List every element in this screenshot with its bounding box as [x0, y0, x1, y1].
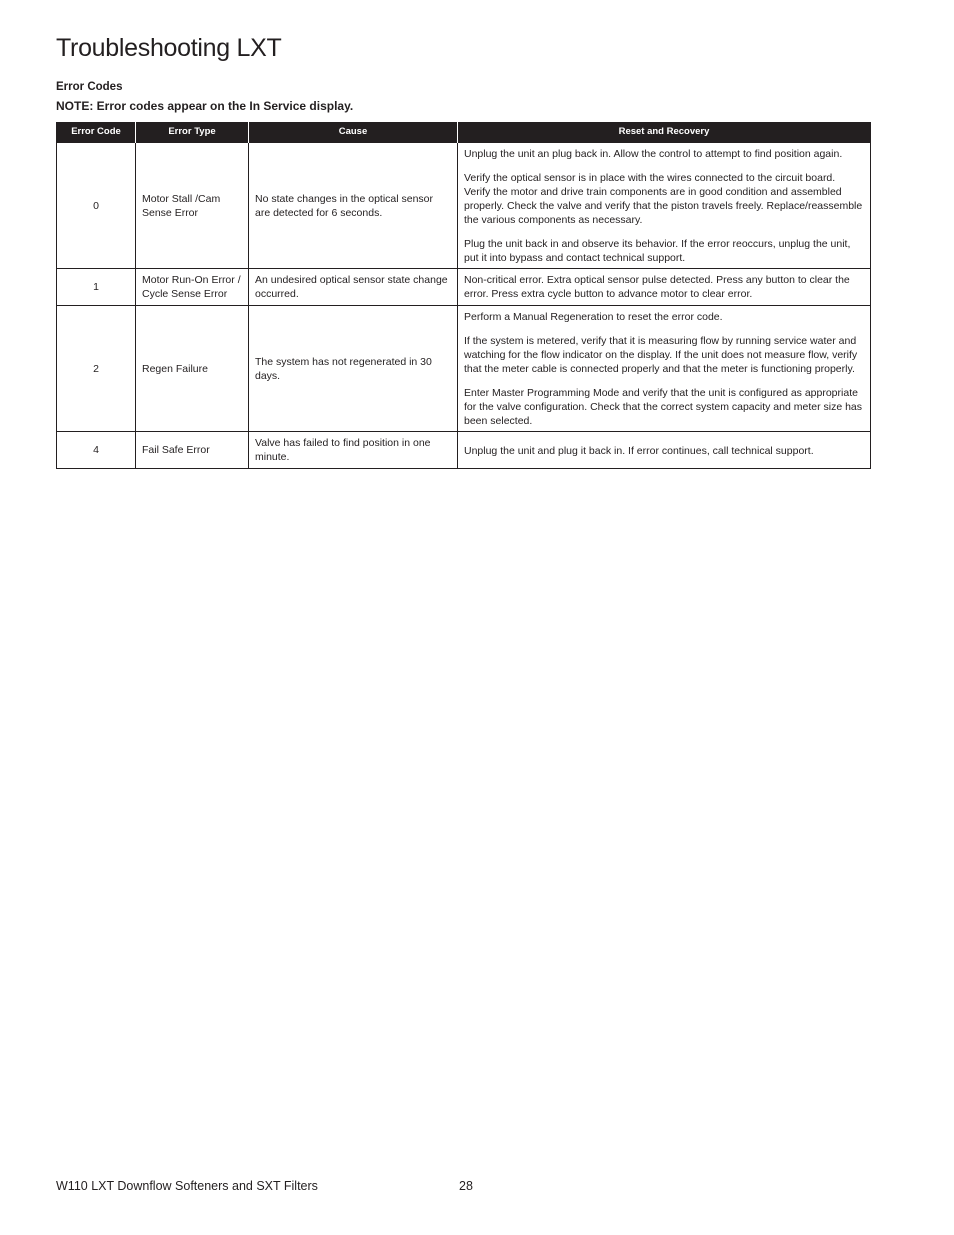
footer-document-title: W110 LXT Downflow Softeners and SXT Filters — [56, 1179, 318, 1193]
table-row — [57, 432, 871, 469]
recovery-cell — [458, 306, 871, 432]
recovery-paragraph: Enter Master Programming Mode and verify that the unit is configured as appropriate for the valve configuration. Check that the correct system capacity and meter size has been selected. — [464, 387, 863, 427]
error-type-cell: Motor Stall /Cam Sense Error — [136, 143, 249, 269]
recovery-paragraph: Unplug the unit and plug it back in. If error continues, call technical support. — [464, 444, 814, 457]
header-error-type: Error Type — [136, 122, 249, 143]
error-codes-note: NOTE: Error codes appear on the In Service display. — [56, 99, 354, 113]
recovery-paragraph: Non-critical error. Extra optical sensor pulse detected. Press any button to clear the error. Press extra cycle button to advance motor to clear error. — [464, 274, 850, 300]
cause-cell: The system has not regenerated in 30 days. — [249, 306, 458, 432]
footer-page-number: 28 — [459, 1179, 473, 1193]
header-cause: Cause — [249, 122, 458, 143]
error-code-cell: 2 — [57, 306, 136, 432]
error-code-cell: 0 — [57, 143, 136, 269]
recovery-paragraph: If the system is metered, verify that it is measuring flow by running service water and watching for the flow indicator on the display. If the unit does not measure flow, verify that the meter cable is connected properly and that the meter is functioning properly. — [464, 335, 858, 375]
table-row — [57, 306, 871, 432]
header-error-code: Error Code — [57, 122, 136, 143]
error-codes-table — [56, 122, 871, 469]
cause-cell: Valve has failed to find position in one minute. — [249, 432, 458, 469]
table-row — [57, 269, 871, 306]
table-row — [57, 143, 871, 269]
section-heading: Error Codes — [56, 81, 123, 93]
error-type-cell: Motor Run-On Error / Cycle Sense Error — [136, 269, 249, 306]
header-reset-and-recovery: Reset and Recovery — [458, 122, 871, 143]
recovery-cell — [458, 143, 871, 269]
cause-cell: No state changes in the optical sensor are detected for 6 seconds. — [249, 143, 458, 269]
error-type-cell: Regen Failure — [136, 306, 249, 432]
error-code-cell: 4 — [57, 432, 136, 469]
recovery-cell — [458, 432, 871, 469]
cause-cell: An undesired optical sensor state change occurred. — [249, 269, 458, 306]
recovery-paragraph: Verify the optical sensor is in place with the wires connected to the circuit board. Verify the motor and drive train components are in good condition and assembled properly. Check the valve and verify that the piston travels freely. Replace/reassemble the various components as necessary. — [464, 172, 863, 226]
recovery-paragraph: Unplug the unit an plug back in. Allow the control to attempt to find position again. — [464, 148, 843, 160]
error-code-cell: 1 — [57, 269, 136, 306]
recovery-paragraph: Plug the unit back in and observe its behavior. If the error reoccurs, unplug the unit, put it into bypass and contact technical support. — [464, 238, 851, 264]
error-type-cell: Fail Safe Error — [136, 432, 249, 469]
recovery-cell — [458, 269, 871, 306]
page-title: Troubleshooting LXT — [56, 34, 282, 62]
recovery-paragraph: Perform a Manual Regeneration to reset the error code. — [464, 311, 723, 323]
table-header-row — [57, 122, 871, 143]
